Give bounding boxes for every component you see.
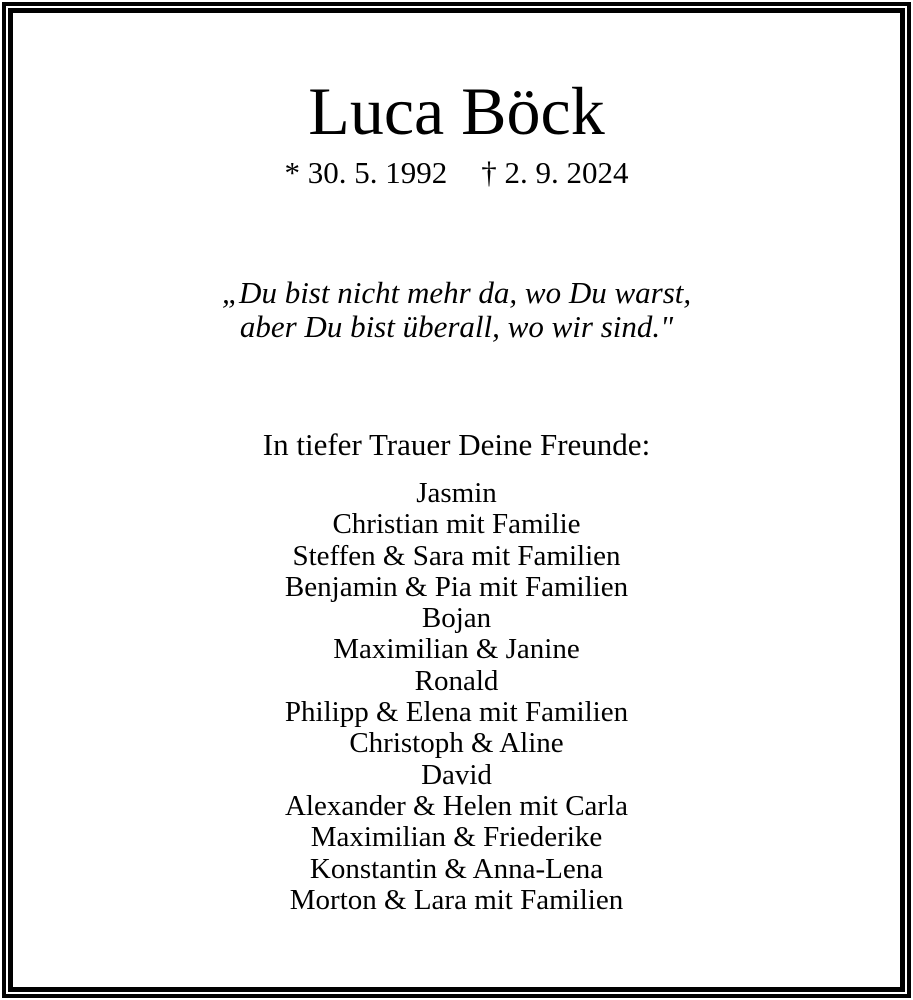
- life-dates: [13, 155, 900, 191]
- mourner-name: Maximilian & Janine: [333, 633, 580, 666]
- mourner-name: Philipp & Elena mit Familien: [284, 696, 629, 729]
- mourner-name: Bojan: [421, 602, 492, 635]
- memorial-quote: [13, 276, 900, 344]
- inner-frame-border: [8, 8, 905, 992]
- death-date: † 2. 9. 2024: [481, 155, 629, 190]
- mourners-list: [13, 478, 900, 916]
- birth-date: * 30. 5. 1992: [284, 155, 448, 190]
- mourner-name: Jasmin: [416, 477, 497, 509]
- mourner-name: Christoph & Aline: [349, 727, 564, 760]
- mourner-name: David: [421, 758, 492, 791]
- deceased-name: Luca Böck: [308, 73, 605, 149]
- mourners-heading: In tiefer Trauer Deine Freunde:: [262, 427, 651, 462]
- quote-line-2: aber Du bist überall, wo wir sind.": [239, 309, 674, 344]
- outer-frame-border: [2, 2, 911, 998]
- obituary-content: [13, 13, 900, 987]
- mourner-name: Maximilian & Friederike: [310, 821, 603, 854]
- mourner-name: Ronald: [414, 664, 499, 697]
- mourner-name: Morton & Lara mit Familien: [289, 883, 624, 916]
- mourner-name: Christian mit Familie: [332, 508, 581, 541]
- mourner-name: Benjamin & Pia mit Familien: [284, 570, 629, 603]
- mourner-name: Steffen & Sara mit Familien: [292, 539, 621, 572]
- quote-line-1: „Du bist nicht mehr da, wo Du warst,: [221, 275, 692, 310]
- mourner-name: Alexander & Helen mit Carla: [284, 789, 629, 822]
- mourner-name: Konstantin & Anna-Lena: [309, 852, 604, 885]
